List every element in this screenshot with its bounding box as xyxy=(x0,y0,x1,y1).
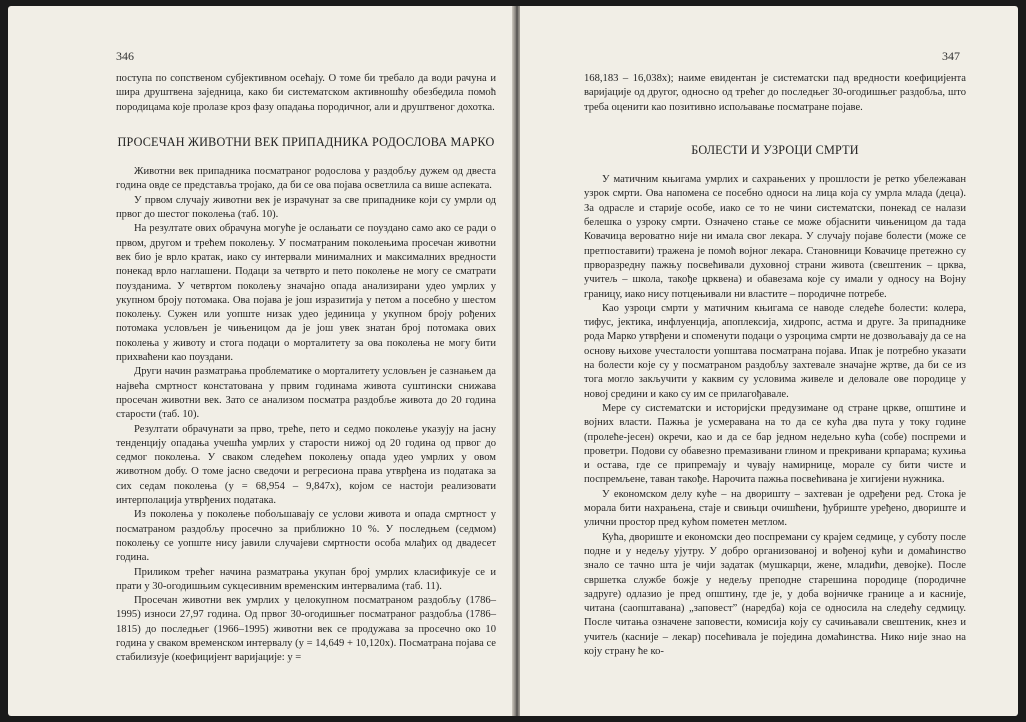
body-paragraph: Мере су систематски и историјски предузимане од стране цркве, општине и војних власти. Пажња је усмеравана на то да се кућа два пута у току године (пролеће-јесен) окречи, као и да се бар једном недељно кућа (собе) поспреми и проветри. Подови су обавезно премазивани глином и прекривани крпарама; кухиња и остава, где се припремају и чувају намирнице, морале су бити чисте и поспремљене, таван такође. Нарочита пажња посвећивана је хигијени нужника. xyxy=(584,402,966,486)
left-page xyxy=(8,6,514,716)
body-paragraph: Животни век припадника посматраног родослова у раздобљу дужем од двеста година овде се представља тројако, да би се ова појава осветлила са више аспеката. xyxy=(116,166,496,192)
continuation-paragraph: 168,183 – 16,038x); наиме евидентан је систематски пад вредности коефицијента варијације од другог, односно од трећег до последњег 30-огодишњег раздобља, што треба оценити као позитивно испољавање посматране појаве. xyxy=(584,73,966,113)
body-paragraph: У матичним књигама умрлих и сахрањених у прошлости је ретко убележаван узрок смрти. Ова напомена се посебно односи на лица која су умрла млада (деца). За одрасле и старије особе, иако се то не чини систематски, понекад се налази белешка о узроку смрти. Означено стање се може објаснити чињеницом да тада Ковачица вероватно није ни имала свог лекара. У случају појаве болести (може се претпоставити) тражена је помоћ војног лекара. Становници Ковачице претежно су прворазредну пажњу посвећивали духовној страни живота (свештеник – црква, учитељ – школа, такође црквена) и обавезама које су имали у односу на Војну границу, иако нису потцењивали ни властите – породичне потребе. xyxy=(584,174,966,300)
body-paragraph: Просечан животни век умрлих у целокупном посматраном раздобљу (1786–1995) износи 27,97 година. Од првог 30-огодишњег посматраног раздобља (1786–1815) до последњег (1966–1995) животни век се продужава за просечно око 10 година у сваком временском интервалу (y = 14,649 + 10,120x). Посматрана појава се стабилизује (коефицијент варијације: y = xyxy=(116,595,496,664)
body-paragraph: Из поколења у поколење побољшавају се услови живота и опада смртност у посматраном раздобљу просечно за приближно 10 %. У последњем (седмом) поколењу се уопште нису јавили случајеви смртности особа млађих од двадесет година. xyxy=(116,509,496,564)
right-page xyxy=(520,6,1018,716)
body-paragraph: Кућа, двориште и економски део поспремани су крајем седмице, у суботу после подне и у недељу ујутру. У добро организованој и вођеној кући и домаћинство знало се тачно шта је чији задатак (мушкарци, жене, младићи, девојке). После свршетка службе божје у недељу преподне старешина породице (породичне задруге) одлазио је пред општину, где је, у доба војничке границе а и касније, читана (саопштавана) „заповест” (наредба) која се односила на следећу седмицу. После читања означене заповести, комисија коју су сачињавали свештеник, кнез и учитељ (касније – лекар) посећивала је поједина домаћинства. Нико није знао на коју страну ће ко- xyxy=(584,531,966,657)
section-heading: ПРОСЕЧАН ЖИВОТНИ ВЕК ПРИПАДНИКА РОДОСЛОВА МАРКО xyxy=(117,134,495,149)
body-paragraph: Други начин разматрања проблематике о морталитету условљен је сазнањем да највећа смртност констатована у првим годинама живота суштински снижава просечан животни век. Зато се анализом посматра раздобље живота до 20 година старости (таб. 10). xyxy=(116,366,496,421)
section-heading: БОЛЕСТИ И УЗРОЦИ СМРТИ xyxy=(691,142,859,157)
body-paragraph: Као узроци смрти у матичним књигама се наводе следеће болести: колера, тифус, јектика, инфлуенција, апоплексија, хидропс, астма и друге. За припаднике рода Марко утврђени и споменути подаци о узроцима смрти не дозвољавају да се на основу њихове учесталости уопштава посматрана појава. Ипак је потребно указати на болести које су у посматраном раздобљу захтевале значајне жртве, да би се из тога могло закључити у каквим су условима живеле и деловале ове породице у новој средини и како су им се прилагођавале. xyxy=(584,302,966,400)
body-paragraph: У првом случају животни век је израчунат за све припаднике који су умрли од првог до шестог поколења (таб. 10). xyxy=(116,194,496,221)
page-number-left: 346 xyxy=(116,49,134,63)
page-number-right: 347 xyxy=(942,49,960,63)
body-paragraph: На резултате ових обрачуна могуће је ослањати се поуздано само ако се ради о првом, другом и трећем поколењу. У посматраним поколењима просечан животни век био је врло кратак, иако су интервали минималних и максималних вредности понекад врло наглашени. Подаци за четврто и пето поколење не могу се сматрати поузданима. У четвртом поколењу значајно опада анализирани удео умрлих у укупном броју потомака. Ова појава је још изразитија у петом а посебно у шестом поколењу. Сужен или уопште низак удео јединица у укупном броју рођених потомака условљен је чињеницом да је још увек знатан број потомака ових поколења у животу и стога подаци о морталитету за ова поколења не могу бити прихваћени као поуздани. xyxy=(116,223,496,364)
continuation-paragraph: поступа по сопственом субјективном осећају. О томе би требало да води рачуна и шира друштвена заједница, како би систематском активношћу обезбедила помоћ породицама које пролазе кроз фазу опадања породичног, али и друштвеног дохотка. xyxy=(116,73,496,113)
right-text-column xyxy=(584,72,966,659)
left-text-column xyxy=(116,72,496,666)
body-paragraph: У економском делу куће – на дворишту – захтеван је одређени ред. Стока је морала бити нахрањена, стаје и свињци очишћени, ђубриште уређено, двориште и улични простор пред кућом пометен метлом. xyxy=(584,488,966,529)
body-paragraph: Резултати обрачунати за прво, треће, пето и седмо поколење указују на јасну тенденцију опадања учешћа умрлих у старости нижој од 20 година од првог до седмог поколења. У сваком следећем поколењу опада удео умрлих у овом животном добу. О томе јасно сведочи и регресиона права утврђена из података за сих седам поколења (y = 68,954 – 9,847x), којом се настоји реализовати интерполација утврђених података. xyxy=(116,423,496,507)
body-paragraph: Приликом трећег начина разматрања укупан број умрлих класификује се и прати у 30-огодишњим сукцесивним временским интервалима (таб. 11). xyxy=(116,566,496,592)
